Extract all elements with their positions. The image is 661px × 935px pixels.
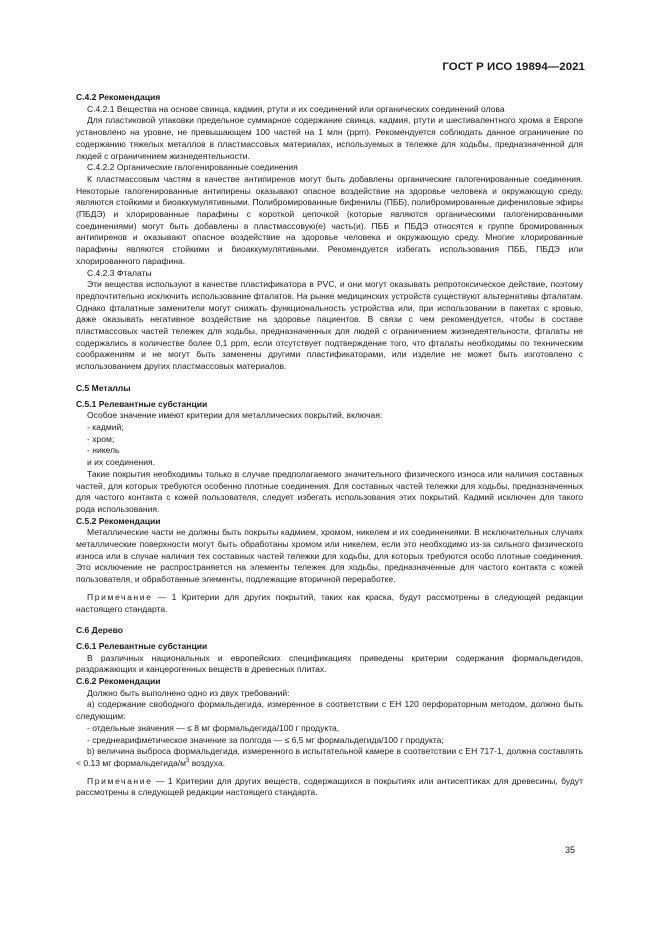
paragraph-text: b) величина выброса формальдегида, измеренного в испытательной камере в соответствии с ЕН 717-1, должна составлять < 0.13 мг формальдегида/м [76,746,583,768]
document-header-title: ГОСТ Р ИСО 19894—2021 [442,61,585,73]
paragraph-text: Эти вещества используют в качестве пластификатора в PVC, и они могут оказывать репротоксическое действие, поэтому предпочтительно исключить использование фталатов. На рынке медицинских устройств существуют альтернативы фталатам. Однако фталатные заменители могут снижать функциональность устройства или, при использовании в пакетах с кровью, даже оказывать негативное воздействие на здоровье пациентов. В связи с чем рекомендуется, чтобы в составе пластмассовых частей тележек для ходьбы, предназначенных для людей с ограничением жизнедеятельности, фталаты не содержались в количестве более 0,1 ppm, если отсутствует подтверждение того, что фталаты необходимы по техническим соображениям и не могут быть заменены другими пластификаторами, или изделие не может быть изготовлено с использованием других пластмассовых материалов. [76,279,583,372]
section-heading [76,641,583,653]
paragraph-text: Такие покрытия необходимы только в случае предполагаемого значительного физического износа или наличия составных частей, для которых требуются особенно плотные соединения. Для составных частей тележки для ходьбы, предназначенных для частого контакта с кожей пользователя, следует избегать использования этих покрытий. Кадмий исключен для такого рода использования. [76,468,583,514]
paragraph [76,457,583,469]
paragraph [76,527,583,586]
paragraph-text: - никель [87,445,120,456]
paragraph [76,115,583,162]
paragraph-text: С.6.1 Релевантные субстанции [76,640,208,651]
paragraph-text: a) содержание свободного формальдегида, измеренное в соответствии с ЕН 120 перфораторным методом, должно быть следующим: [76,699,583,722]
section-heading [76,516,583,528]
paragraph-text: Металлические части не должны быть покрыты кадмием, хромом, никелем и их соединениями. В исключительных случаях металлические поверхности могут быть обработаны хромом или никелем, если это необходимо из-за сильного физического износа или в случае наличия тех составных частей тележки для ходьбы, для которых требуются особо плотные соединения. Это исключение не распространяется на элементы тележек для ходьбы, предназначенные для частого контакта с кожей пользователя, и обработанные элементы, подлежащие вторичной переработке. [76,527,583,585]
paragraph-text: — 1 Критерии для других веществ, содержащихся в покрытиях или антисептиках для древесины, будут рассмотрены в следующей редакции настоящего стандарта. [76,775,583,798]
paragraph-text: С.6 Дерево [76,625,123,636]
note-label: Примечание [87,591,153,602]
paragraph-text: Особое значение имеют критерии для металлических покрытий, включая: [87,410,383,421]
section-heading [76,92,583,104]
paragraph-text: К пластмассовым частям в качестве антипиренов могут быть добавлены органические галогенированные соединения. Некоторые галогенированные антипирены оказывают опасное воздействие на здоровье человека и окружающую среду, являются стойкими и биоаккумулятивными. Полибромированные бифенилы (ПББ), полибромированные дифениловые эфиры (ПБДЭ) и хлорированные парафины с короткой цепочкой (которые являются органическими галогенированными соединениями) могут быть добавлены в пластмассовую(е) часть(и). ПББ и ПБДЭ относятся к группе бромированных антипиренов и оказывают опасное воздействие на здоровье человека и окружающую среду. Многие хлорированные парафины являются стойкими и биоаккумулятивными. Рекомендуется избегать использования ПББ, ПБДЭ или хлорированного парафина. [76,173,583,266]
paragraph [76,268,583,280]
paragraph-text: С.4.2.1 Вещества на основе свинца, кадмия, ртути и их соединений или органических соединений олова [87,103,505,114]
paragraph-text: С.4.2 Рекомендация [76,92,161,102]
paragraph-text: - кадмий; [87,421,124,432]
paragraph-text: С.4.2.2 Органические галогенированные соединения [87,162,298,173]
paragraph [76,469,583,516]
document-body [76,92,583,799]
paragraph [76,699,583,722]
paragraph [76,653,583,676]
paragraph-text: - отдельные значения — ≤ 8 мг формальдегида/100 г продукта, [87,722,340,733]
section-heading [76,676,583,688]
paragraph [76,445,583,457]
note-label: Примечание [87,775,153,786]
paragraph-text: С.4.2.3 Фталаты [87,267,152,278]
superscript: 3 [185,758,190,765]
section-heading [76,399,583,411]
paragraph-tail: воздуха. [189,757,226,768]
note-paragraph [76,592,583,615]
note-paragraph [76,776,583,799]
paragraph-text: - хром; [87,433,115,444]
paragraph-text: С.6.2 Рекомендации [76,676,161,687]
paragraph [76,104,583,116]
paragraph [76,279,583,373]
paragraph-text: С.5 Металлы [76,382,131,393]
paragraph-text: и их соединения. [87,457,155,468]
paragraph [76,174,583,268]
paragraph [76,434,583,446]
paragraph-text: Должно быть выполнено одно из двух требований: [87,687,290,698]
page-number: 35 [564,845,575,855]
paragraph-text: С.5.1 Релевантные субстанции [76,398,208,409]
paragraph-text: С.5.2 Рекомендации [76,515,161,526]
section-heading [76,625,583,637]
paragraph [76,410,583,422]
paragraph [76,688,583,700]
paragraph-text: - среднеарифметическое значение за полгода — ≤ 6,5 мг формальдегида/100 г продукта; [87,734,444,745]
section-heading [76,383,583,395]
paragraph [76,422,583,434]
paragraph [76,746,583,769]
paragraph [76,723,583,735]
paragraph [76,735,583,747]
paragraph [76,162,583,174]
paragraph-text: Для пластиковой упаковки предельное суммарное содержание свинца, кадмия, ртути и шестивалентного хрома в Европе установлено на уровне, не превышающем 100 частей на 1 млн (ppm). Рекомендуется соблюдать данное ограничение по содержанию тяжелых металлов в пластмассовых материалах, используемых в тележке для ходьбы, предназначенной для людей с ограничением жизнедеятельности. [76,115,583,161]
paragraph-text: В различных национальных и европейских спецификациях приведены критерии содержания формальдегидов, раздражающих и канцерогенных веществ в древесных плитах. [76,652,583,675]
paragraph-text: — 1 Критерии для других покрытий, таких как краска, будут рассмотрены в следующей редакции настоящего стандарта. [76,591,583,614]
